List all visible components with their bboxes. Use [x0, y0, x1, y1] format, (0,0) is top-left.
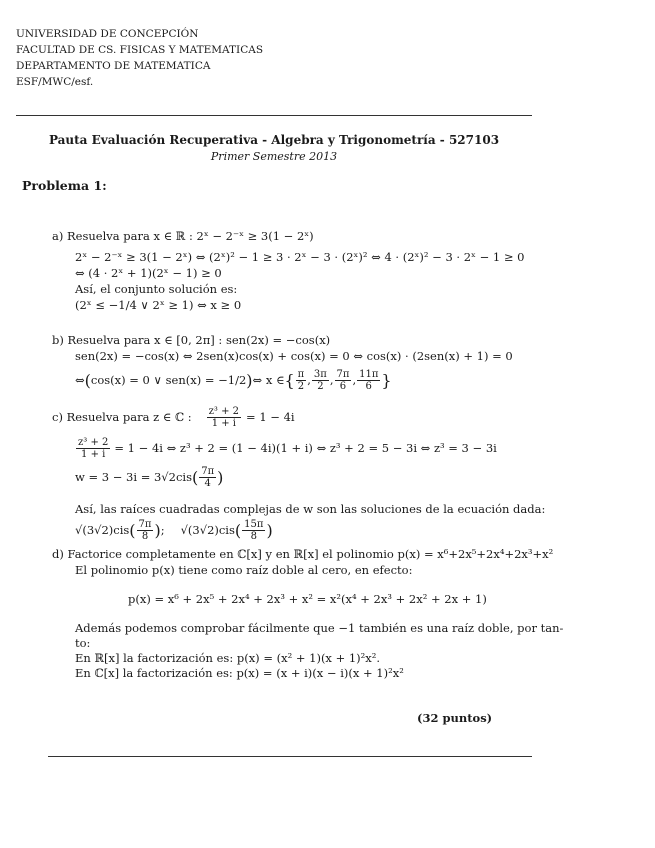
part-c-line2-fraction: $\frac{7\pi}{4}$ [201, 465, 215, 489]
part-c-fraction: $\frac{\text{z³ + 2}}{1 + i}$ [208, 405, 240, 429]
part-c-line1 [75, 433, 497, 463]
root1-pre: √(3√2)cis [75, 522, 130, 537]
part-b-line2-pre: ⇔ [75, 372, 85, 387]
document-subtitle: Primer Semestre 2013 [210, 150, 338, 163]
part-b-line2-mid: cos(x) = 0 ∨ sen(x) = −1/2 [90, 372, 247, 387]
part-b-line2-post: ⇔ x ∈ [252, 372, 285, 387]
root2-pre: √(3√2)cis [180, 522, 235, 537]
brace-close: } [381, 370, 392, 390]
part-c-line1-fraction: $\frac{\text{z³ + 2}}{1 + i}$ [78, 436, 109, 460]
solution-fraction: $\frac{11\pi}{6}$ [359, 368, 379, 392]
part-b-line2: ⇔ ( cos(x) = 0 ∨ sen(x) = −1/2 ) ⇔ x ∈ { $\frac{\pi}{2}$ , $\frac{3\pi}{2}$ , $\frac{7\pi}{6}$ , $\frac{11\pi}{6}$ } [75, 368, 392, 392]
part-d-display: p(x) = x⁶ + 2x⁵ + 2x⁴ + 2x³ + x² = x²(x⁴ + 2x³ + 2x² + 2x + 1) [128, 592, 487, 606]
brace-open: { [284, 370, 295, 390]
part-d-line1: El polinomio p(x) tiene como raíz doble al cero, en efecto: [75, 563, 413, 577]
top-rule [16, 115, 532, 116]
points-label: (32 puntos) [417, 711, 493, 725]
part-c-line3: Así, las raíces cuadradas complejas de w son las soluciones de la ecuación dada: [75, 502, 546, 516]
root1-fraction: $\frac{7\pi}{8}$ [138, 518, 152, 542]
solution-fraction: $\frac{7\pi}{6}$ [336, 368, 350, 392]
part-c-statement [52, 402, 295, 432]
part-a-statement: a) Resuelva para x ∈ ℝ : 2ˣ − 2⁻ˣ ≥ 3(1 − 2ˣ) [52, 229, 314, 243]
part-a-line2: ⇔ (4 · 2ˣ + 1)(2ˣ − 1) ≥ 0 [75, 266, 222, 280]
part-c-line1-post: = 1 − 4i ⇔ z³ + 2 = (1 − 4i)(1 + i) ⇔ z³ + 2 = 5 − 3i ⇔ z³ = 3 − 3i [114, 440, 497, 455]
part-a-line4: (2ˣ ≤ −1/4 ∨ 2ˣ ≥ 1) ⇔ x ≥ 0 [75, 298, 242, 312]
part-c-line2: w = 3 − 3i = 3√2cis ( $\frac{7\pi}{4}$ ) [75, 465, 224, 489]
department-name: DEPARTAMENTO DE MATEMATICA [16, 60, 211, 72]
root2-fraction: $\frac{15\pi}{8}$ [244, 518, 264, 542]
part-a-line1: 2ˣ − 2⁻ˣ ≥ 3(1 − 2ˣ) ⇔ (2ˣ)² − 1 ≥ 3 · 2ˣ − 3 · (2ˣ)² ⇔ 4 · (2ˣ)² − 3 · 2ˣ − 1 ≥ 0 [75, 250, 525, 264]
root-separator: ; [160, 522, 165, 537]
solution-fraction: $\frac{3\pi}{2}$ [313, 368, 327, 392]
paren-open: ( [84, 370, 91, 390]
part-d-line2: Además podemos comprobar fácilmente que −1 también es una raíz doble, por tan- [75, 621, 564, 635]
solution-fraction: $\frac{\pi}{2}$ [297, 368, 305, 392]
document-code: ESF/MWC/esf. [16, 76, 94, 88]
faculty-name: FACULTAD DE CS. FISICAS Y MATEMATICAS [16, 44, 264, 56]
university-name: UNIVERSIDAD DE CONCEPCIÓN [16, 28, 199, 40]
part-c-line2-pre: w = 3 − 3i = 3√2cis [75, 469, 192, 484]
part-b-statement: b) Resuelva para x ∈ [0, 2π] : sen(2x) = −cos(x) [52, 333, 331, 347]
document-title: Pauta Evaluación Recuperativa - Algebra y Trigonometría - 527103 [48, 133, 500, 147]
part-c-roots: √(3√2)cis ( $\frac{7\pi}{8}$ ) ; √(3√2)cis ( $\frac{15\pi}{8}$ ) [75, 518, 273, 542]
part-c-statement-pre: c) Resuelva para z ∈ ℂ : [52, 409, 192, 424]
bottom-rule [48, 756, 532, 757]
part-c-statement-post: = 1 − 4i [246, 409, 295, 424]
part-b-line1: sen(2x) = −cos(x) ⇔ 2sen(x)cos(x) + cos(x) = 0 ⇔ cos(x) · (2sen(x) + 1) = 0 [75, 349, 513, 363]
paren-close: ) [246, 370, 253, 390]
part-a-line3: Así, el conjunto solución es: [75, 282, 238, 296]
part-d-line3: to: [75, 636, 91, 650]
part-d-line5: En ℂ[x] la factorización es: p(x) = (x + i)(x − i)(x + 1)²x² [75, 666, 404, 680]
part-d-line4: En ℝ[x] la factorización es: p(x) = (x² + 1)(x + 1)²x². [75, 651, 381, 665]
part-d-statement: d) Factorice completamente en ℂ[x] y en ℝ[x] el polinomio p(x) = x⁶+2x⁵+2x⁴+2x³+x² [52, 547, 554, 561]
problem-label: Problema 1: [22, 178, 107, 193]
